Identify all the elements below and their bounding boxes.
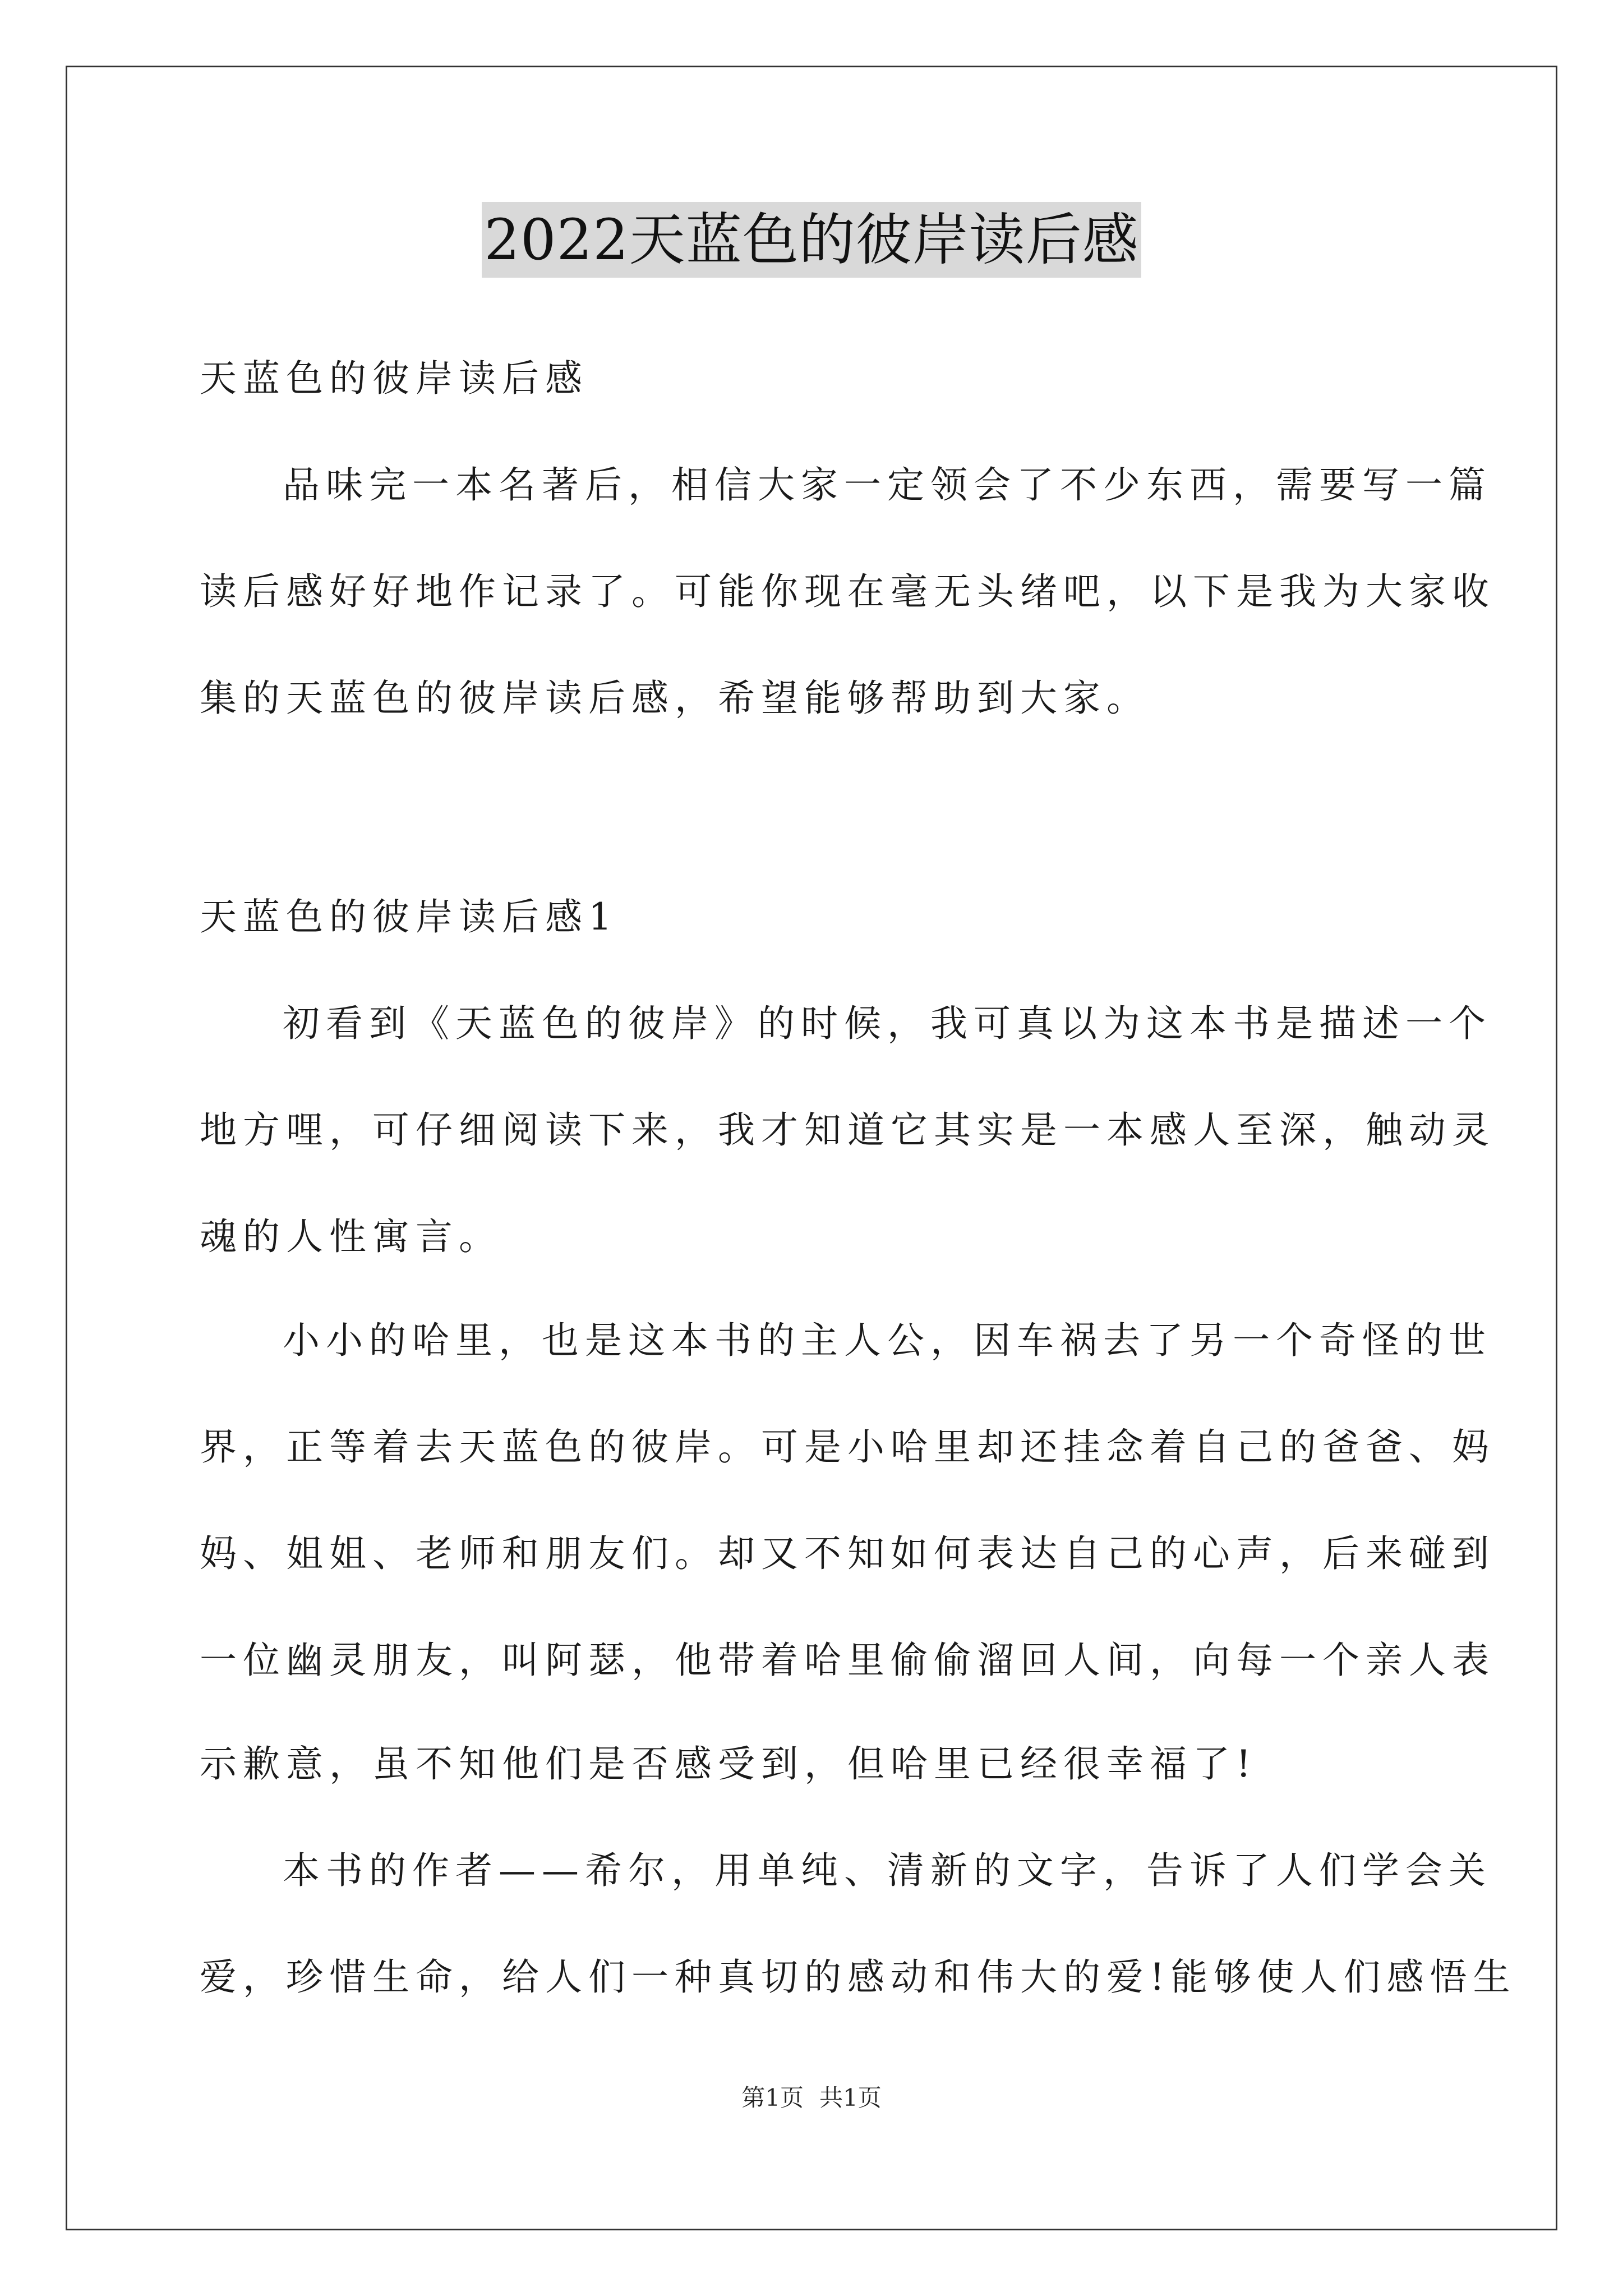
para1-line-1: 初看到《天蓝色的彼岸》的时候，我可真以为这本书是描述一个 [283,1002,1492,1045]
para2-line-5: 示歉意，虽不知他们是否感受到，但哈里已经很幸福了! [200,1742,1257,1786]
page-number-current: 第1页 [741,2084,804,2111]
title-container [0,202,1623,278]
para2-line-1: 小小的哈里，也是这本书的主人公，因车祸去了另一个奇怪的世 [283,1319,1492,1362]
intro-line-3: 集的天蓝色的彼岸读后感，希望能够帮助到大家。 [200,677,1150,720]
para3-line-1: 本书的作者——希尔，用单纯、清新的文字，告诉了人们学会关 [283,1849,1492,1892]
para2-line-2: 界，正等着去天蓝色的彼岸。可是小哈里却还挂念着自己的爸爸、妈 [200,1425,1495,1469]
section-heading: 天蓝色的彼岸读后感1 [200,895,618,938]
document-title: 2022天蓝色的彼岸读后感 [482,202,1141,278]
para2-line-3: 妈、姐姐、老师和朋友们。却又不知如何表达自己的心声，后来碰到 [200,1532,1495,1575]
para1-line-2: 地方哩，可仔细阅读下来，我才知道它其实是一本感人至深，触动灵 [200,1108,1495,1152]
para3-line-2: 爱，珍惜生命，给人们一种真切的感动和伟大的爱!能够使人们感悟生 [200,1955,1516,1999]
para1-line-3: 魂的人性寓言。 [200,1215,502,1258]
subtitle: 天蓝色的彼岸读后感 [200,357,588,400]
page-number-total: 共1页 [819,2084,882,2111]
page-footer [0,2081,1623,2115]
intro-line-2: 读后感好好地作记录了。可能你现在毫无头绪吧，以下是我为大家收 [200,570,1495,613]
intro-line-1: 品味完一本名著后，相信大家一定领会了不少东西，需要写一篇 [283,463,1492,507]
para2-line-4: 一位幽灵朋友，叫阿瑟，他带着哈里偷偷溜回人间，向每一个亲人表 [200,1639,1495,1682]
